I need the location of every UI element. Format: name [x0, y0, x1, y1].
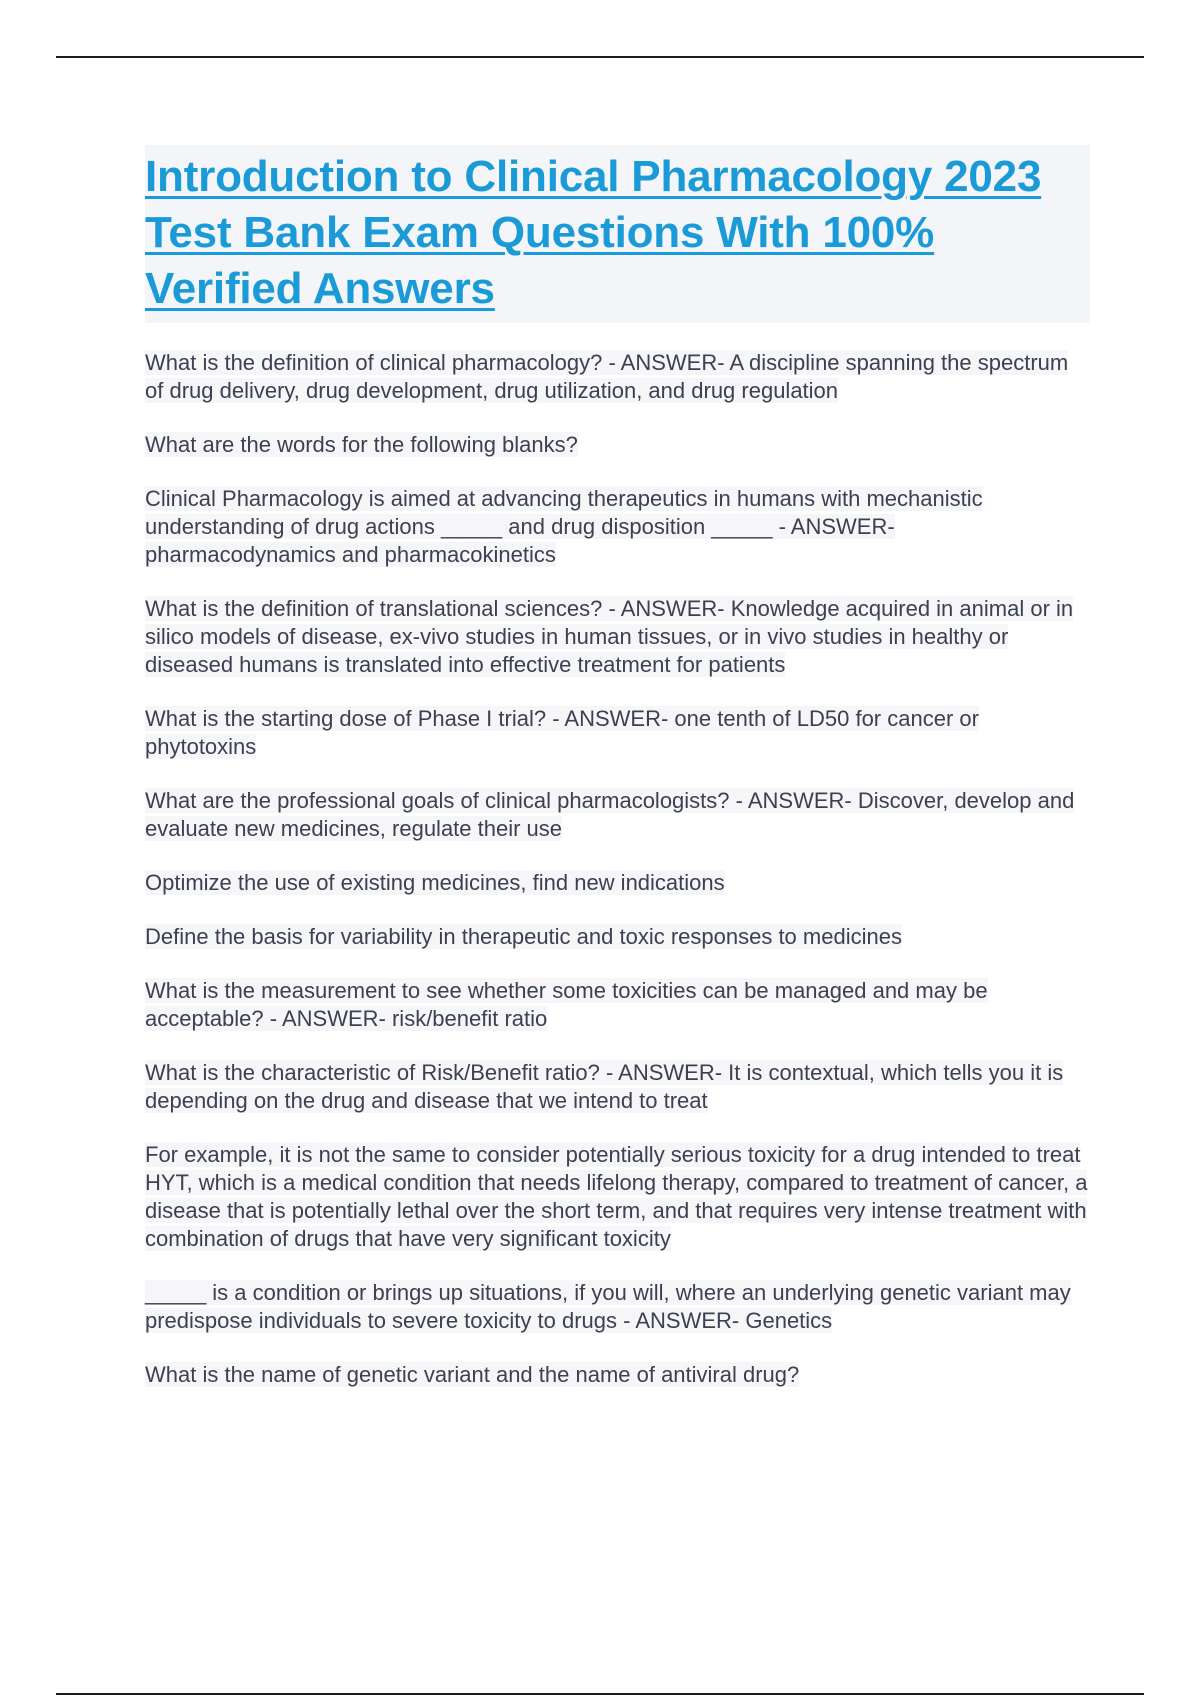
document-body [145, 145, 1090, 1415]
paragraph-genetic-variant-question: What is the name of genetic variant and the name of antiviral drug? [145, 1362, 800, 1387]
title-block [145, 145, 1090, 323]
paragraph-toxicity-example: For example, it is not the same to consider potentially serious toxicity for a drug intended to treat HYT, which is a medical condition that needs lifelong therapy, compared to treatment of cancer, a disease that is potentially lethal over the short term, and that requires very intense treatment with combination of drugs that have very significant toxicity [145, 1142, 1088, 1251]
paragraph-phase-one-dose: What is the starting dose of Phase I trial? - ANSWER- one tenth of LD50 for cancer or phytotoxins [145, 706, 979, 759]
paragraph-definition-clinical-pharmacology: What is the definition of clinical pharmacology? - ANSWER- A discipline spanning the spectrum of drug delivery, drug development, drug utilization, and drug regulation [145, 350, 1069, 403]
paragraph-translational-sciences: What is the definition of translational sciences? - ANSWER- Knowledge acquired in animal or in silico models of disease, ex-vivo studies in human tissues, or in vivo studies in healthy or diseased humans is translated into effective treatment for patients [145, 596, 1074, 677]
paragraph-toxicity-measurement: What is the measurement to see whether some toxicities can be managed and may be acceptable? - ANSWER- risk/benefit ratio [145, 978, 988, 1031]
document-title: Introduction to Clinical Pharmacology 2023 Test Bank Exam Questions With 100% Verified Answers [145, 152, 1042, 313]
paragraph-blanks-question: What are the words for the following blanks? [145, 432, 578, 457]
paragraph-variability-basis: Define the basis for variability in therapeutic and toxic responses to medicines [145, 924, 902, 949]
paragraph-genetics: _____ is a condition or brings up situations, if you will, where an underlying genetic variant may predispose individuals to severe toxicity to drugs - ANSWER- Genetics [145, 1280, 1071, 1333]
paragraph-professional-goals: What are the professional goals of clinical pharmacologists? - ANSWER- Discover, develop and evaluate new medicines, regulate their use [145, 788, 1075, 841]
paragraph-optimize-medicines: Optimize the use of existing medicines, find new indications [145, 870, 725, 895]
top-rule [56, 56, 1144, 58]
paragraph-risk-benefit-characteristic: What is the characteristic of Risk/Benefit ratio? - ANSWER- It is contextual, which tells you it is depending on the drug and disease that we intend to treat [145, 1060, 1064, 1113]
bottom-rule [56, 1693, 1144, 1695]
paragraph-clinical-pharmacology-aim: Clinical Pharmacology is aimed at advancing therapeutics in humans with mechanistic understanding of drug actions _____ and drug disposition _____ - ANSWER- pharmacodynamics and pharmacokinetics [145, 486, 983, 567]
